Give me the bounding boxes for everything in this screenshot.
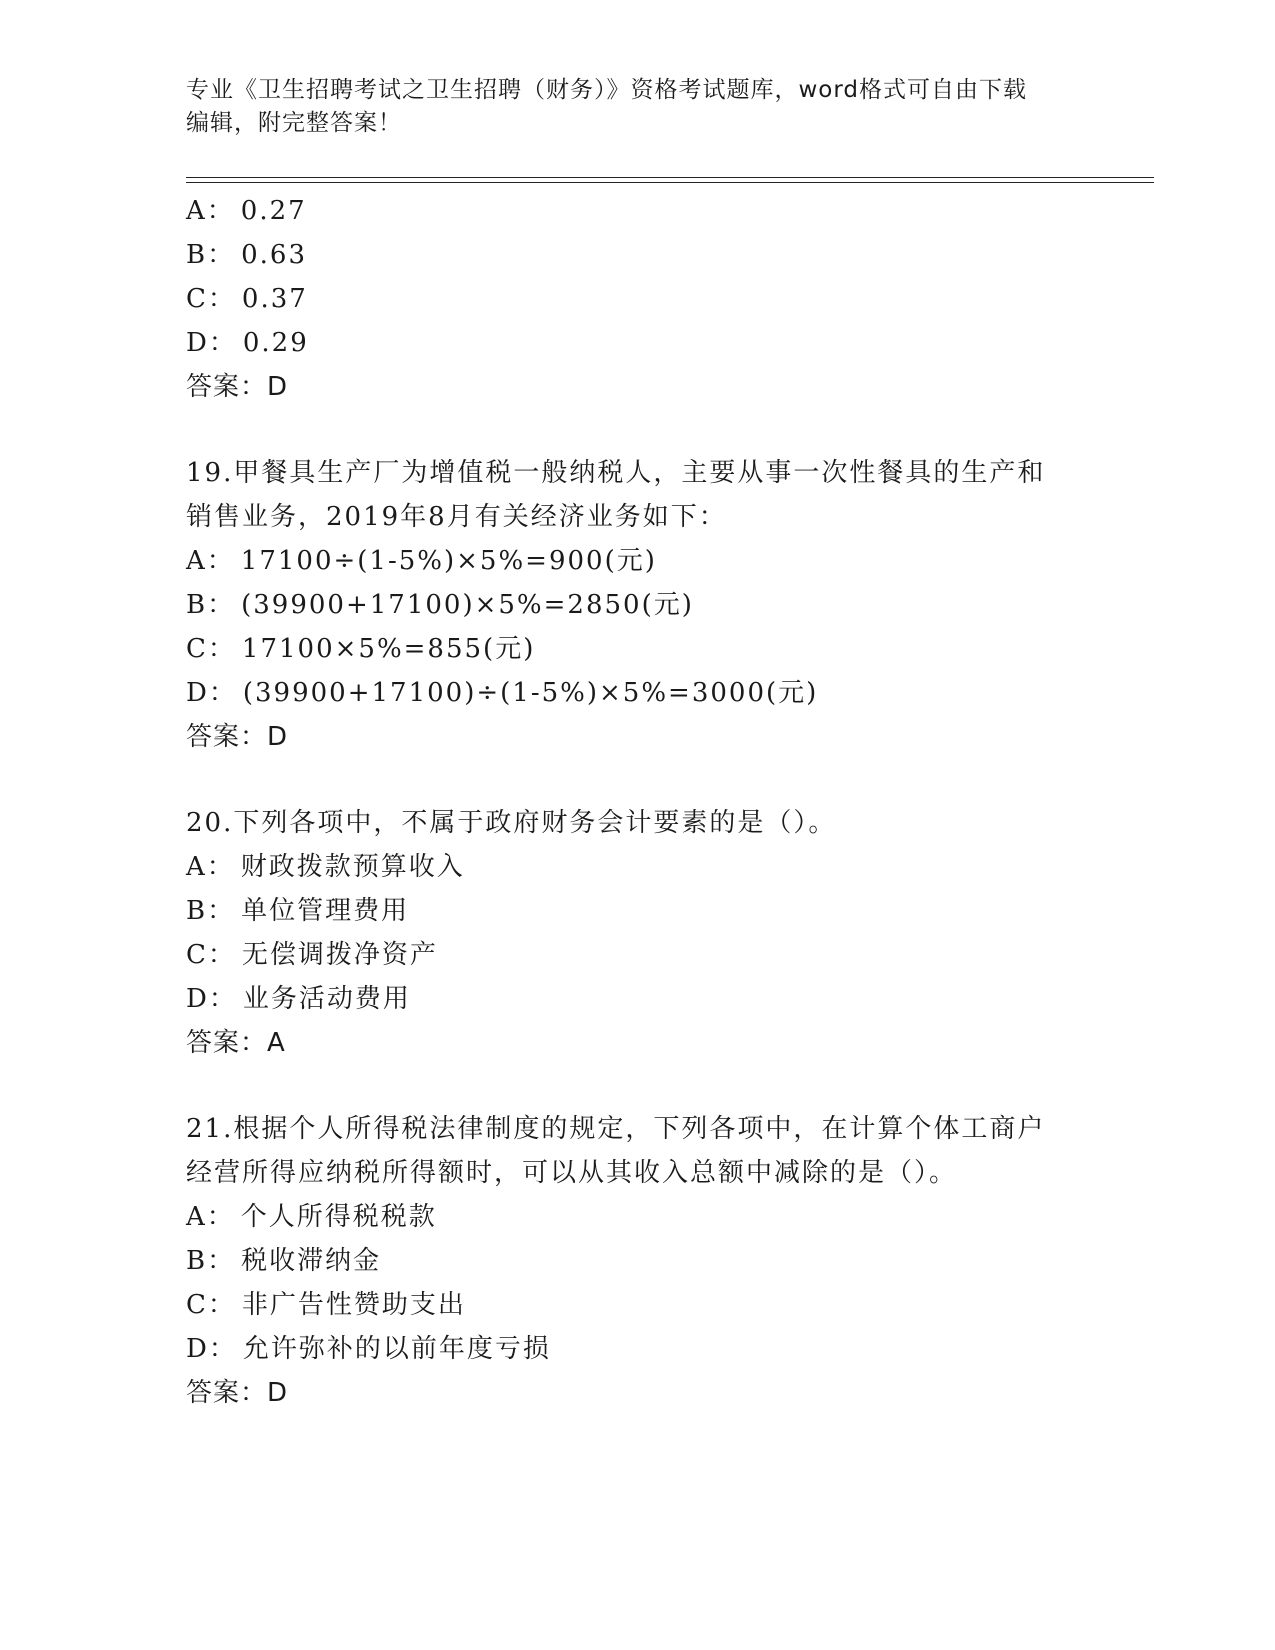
- option-text: 无偿调拨净资产: [241, 940, 438, 970]
- option-key: A：: [186, 196, 235, 226]
- option-text: (39900+17100)÷(1-5%)×5%=3000(元): [242, 678, 819, 708]
- q21-option-a: [186, 1202, 437, 1232]
- option-text: 0.27: [240, 196, 307, 226]
- q19-option-a: [186, 546, 657, 576]
- q19-stem-line-1: 19.甲餐具生产厂为增值税一般纳税人，主要从事一次性餐具的生产和: [186, 458, 1046, 488]
- option-key: D：: [186, 678, 237, 708]
- q21-stem-line-2: 经营所得应纳税所得额时，可以从其收入总额中减除的是（）。: [186, 1158, 958, 1188]
- option-key: C：: [186, 284, 236, 314]
- q20-option-d: [186, 984, 411, 1014]
- option-key: B：: [186, 896, 236, 926]
- option-text: 单位管理费用: [241, 896, 410, 926]
- option-key: B：: [186, 240, 236, 270]
- option-text: 允许弥补的以前年度亏损: [242, 1334, 551, 1364]
- option-text: 税收滞纳金: [241, 1246, 382, 1276]
- q18-answer: 答案：D: [186, 372, 289, 402]
- option-key: A：: [186, 852, 235, 882]
- q21-answer: 答案：D: [186, 1378, 289, 1408]
- document-header: [186, 74, 1066, 140]
- q20-stem-line-1: 20.下列各项中，不属于政府财务会计要素的是（）。: [186, 808, 837, 838]
- q18-option-d: [186, 328, 309, 358]
- option-text: 17100÷(1-5%)×5%=900(元): [240, 546, 657, 576]
- q21-option-d: [186, 1334, 551, 1364]
- q19-answer: 答案：D: [186, 722, 289, 752]
- q21-stem-line-1: 21.根据个人所得税法律制度的规定，下列各项中，在计算个体工商户: [186, 1114, 1046, 1144]
- q21-option-b: [186, 1246, 381, 1276]
- q19-stem-line-2: 销售业务，2019年8月有关经济业务如下：: [186, 502, 727, 532]
- option-key: B：: [186, 590, 236, 620]
- header-title-line-2: 编辑，附完整答案！: [186, 110, 402, 136]
- option-key: A：: [186, 546, 235, 576]
- q20-answer: 答案：A: [186, 1028, 286, 1058]
- option-text: 非广告性赞助支出: [241, 1290, 466, 1320]
- option-key: D：: [186, 328, 237, 358]
- option-text: 17100×5%=855(元): [241, 634, 536, 664]
- header-divider-bottom: [186, 182, 1154, 183]
- q18-option-b: [186, 240, 307, 270]
- option-text: 0.63: [241, 240, 307, 270]
- q20-option-c: [186, 940, 438, 970]
- option-text: 业务活动费用: [242, 984, 411, 1014]
- option-text: 0.29: [242, 328, 309, 358]
- option-text: 个人所得税税款: [240, 1202, 437, 1232]
- q20-option-b: [186, 896, 409, 926]
- q18-option-c: [186, 284, 308, 314]
- option-text: (39900+17100)×5%=2850(元): [241, 590, 694, 620]
- q19-option-d: [186, 678, 818, 708]
- option-key: C：: [186, 634, 236, 664]
- q20-option-a: [186, 852, 465, 882]
- option-key: A：: [186, 1202, 235, 1232]
- q19-option-c: [186, 634, 535, 664]
- header-divider-top: [186, 177, 1154, 178]
- option-text: 财政拨款预算收入: [240, 852, 465, 882]
- header-title-line-1: 专业《卫生招聘考试之卫生招聘（财务）》资格考试题库，word格式可自由下载: [186, 77, 1028, 103]
- option-text: 0.37: [241, 284, 308, 314]
- q19-option-b: [186, 590, 694, 620]
- option-key: D：: [186, 1334, 237, 1364]
- option-key: C：: [186, 1290, 236, 1320]
- q18-option-a: [186, 196, 307, 226]
- q21-option-c: [186, 1290, 466, 1320]
- option-key: C：: [186, 940, 236, 970]
- option-key: B：: [186, 1246, 236, 1276]
- option-key: D：: [186, 984, 237, 1014]
